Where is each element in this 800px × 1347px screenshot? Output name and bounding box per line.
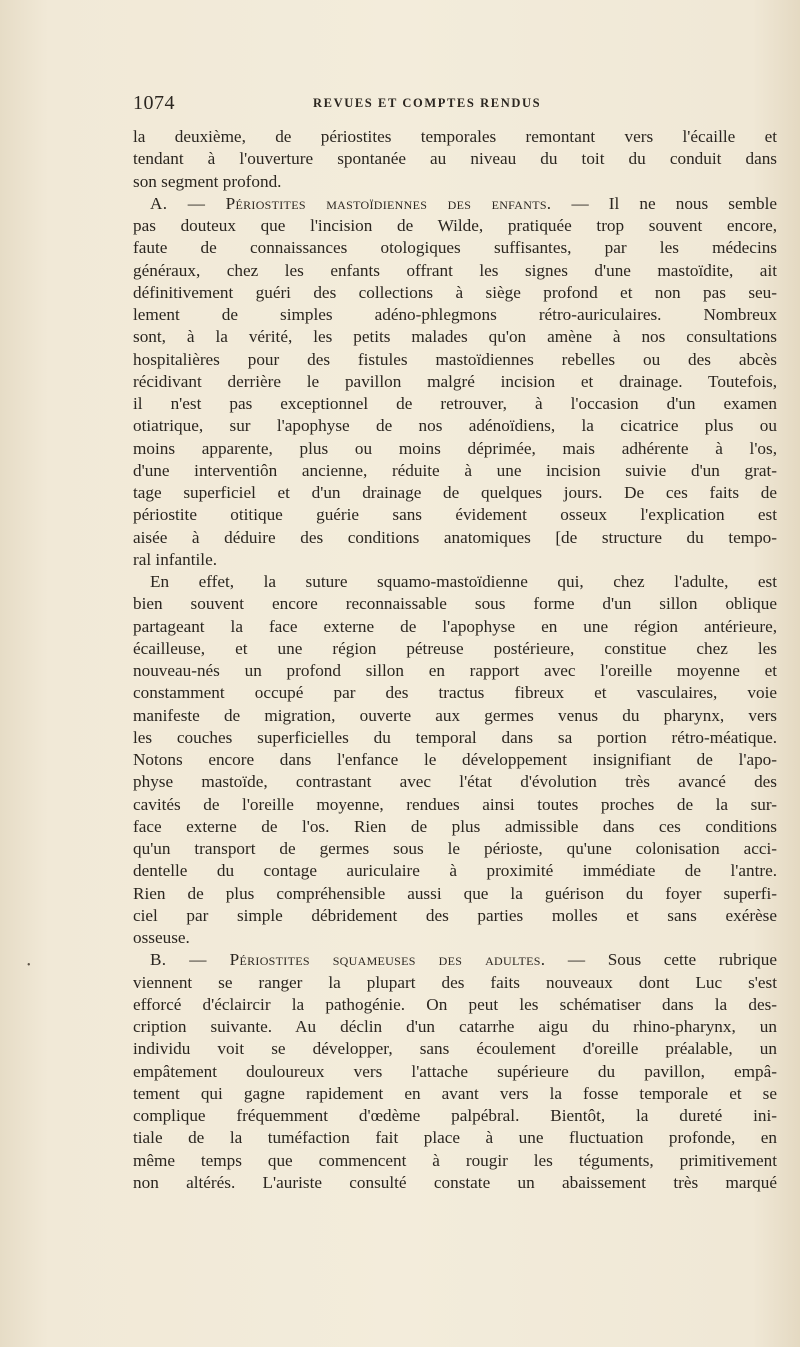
text-line (133, 282, 777, 304)
text-line (133, 994, 777, 1016)
text-line (133, 927, 777, 949)
text-line (133, 771, 777, 793)
text-line (133, 860, 777, 882)
text-line (133, 660, 777, 682)
line-text: ral infantile. (133, 549, 217, 569)
line-text: généraux, chez les enfants offrant les signes d'une mastoïdite, ait (133, 260, 777, 280)
text-line (133, 371, 777, 393)
line-text: physe mastoïde, contrastant avec l'état d'évolution très avancé des (133, 772, 777, 792)
line-text: faute de connaissances otologiques suffisantes, par les médecins (133, 238, 777, 258)
page-header (133, 92, 777, 116)
line-text: aisée à déduire des conditions anatomiques [de structure du tempo- (133, 527, 777, 547)
line-text: empâtement douloureux vers l'attache supérieure du pavillon, empâ- (133, 1061, 777, 1081)
line-text: tendant à l'ouverture spontanée au niveau du toit du conduit dans (133, 149, 777, 169)
text-line (133, 1016, 777, 1038)
line-text: individu voit se développer, sans écoulement d'oreille préalable, un (133, 1039, 777, 1059)
line-text: hospitalières pour des fistules mastoïdiennes rebelles ou des abcès (133, 349, 777, 369)
text-line (133, 349, 777, 371)
line-text: otiatrique, sur l'apophyse de nos adénoïdiens, la cicatrice plus ou (133, 416, 777, 436)
line-text: périostite otitique guérie sans évidement osseux l'explication est (133, 505, 777, 525)
text-line (133, 438, 777, 460)
line-text: bien souvent encore reconnaissable sous forme d'un sillon oblique (133, 594, 777, 614)
line-text: tage superficiel et d'un drainage de quelques jours. De ces faits de (133, 483, 777, 502)
text-line (133, 126, 777, 148)
text-line (133, 148, 777, 170)
line-text: osseuse. (133, 928, 190, 947)
text-line (133, 816, 777, 838)
text-line (133, 838, 777, 860)
line-text: Notons encore dans l'enfance le développement insignifiant de l'apo- (133, 750, 777, 769)
line-text: partageant la face externe de l'apophyse en une région antérieure, (133, 616, 777, 636)
line-text: la deuxième, de périostites temporales remontant vers l'écaille et (133, 127, 777, 146)
section-heading: A. — Périostites mastoïdiennes des enfants. (150, 193, 552, 213)
text-line (133, 1105, 777, 1127)
line-text: — Sous cette rubrique (545, 950, 777, 970)
line-text: — Il ne nous semble (551, 193, 777, 213)
section-heading: B. — Périostites squameuses des adultes. (150, 950, 546, 970)
line-text: En effet, la suture squamo-mastoïdienne qui, chez l'adulte, est (150, 572, 777, 591)
text-line (133, 1172, 777, 1194)
text-line (133, 193, 777, 215)
line-text: récidivant derrière le pavillon malgré incision et drainage. Toutefois, (133, 371, 777, 391)
text-line (133, 682, 777, 704)
text-line (133, 571, 777, 593)
text-line (133, 749, 777, 771)
page-number: 1074 (133, 92, 175, 114)
line-text: les couches superficielles du temporal dans sa portion rétro-méatique. (133, 727, 777, 747)
body-text (133, 126, 777, 1194)
text-line (133, 215, 777, 237)
line-text: constamment occupé par des tractus fibreux et vasculaires, voie (133, 683, 777, 703)
line-text: complique fréquemment d'œdème palpébral. Bientôt, la dureté ini- (133, 1106, 777, 1125)
text-line (133, 237, 777, 259)
line-text: efforcé d'éclaircir la pathogénie. On peut les schématiser dans la des- (133, 994, 777, 1014)
text-line (133, 393, 777, 415)
text-line (133, 304, 777, 326)
text-line (133, 794, 777, 816)
text-line (133, 972, 777, 994)
text-line (133, 527, 777, 549)
line-text: manifeste de migration, ouverte aux germes venus du pharynx, vers (133, 705, 777, 725)
text-line (133, 1127, 777, 1149)
line-text: ciel par simple débridement des parties molles et sans exérèse (133, 905, 777, 925)
text-line (133, 1038, 777, 1060)
text-line (133, 326, 777, 348)
line-text: moins apparente, plus ou moins déprimée, mais adhérente à l'os, (133, 438, 777, 458)
text-line (133, 638, 777, 660)
text-line (133, 260, 777, 282)
text-line (133, 727, 777, 749)
line-text: il n'est pas exceptionnel de retrouver, à l'occasion d'un examen (133, 394, 777, 413)
line-text: écailleuse, et une région pétreuse postérieure, constitue chez les (133, 638, 777, 658)
text-line (133, 705, 777, 727)
line-text: tement qui gagne rapidement en avant vers la fosse temporale et se (133, 1083, 777, 1103)
text-line (133, 415, 777, 437)
text-line (133, 949, 777, 971)
line-text: nouveau-nés un profond sillon en rapport avec l'oreille moyenne et (133, 661, 777, 680)
line-text: qu'un transport de germes sous le périoste, qu'une colonisation acci- (133, 839, 777, 858)
line-text: face externe de l'os. Rien de plus admissible dans ces conditions (133, 816, 777, 836)
line-text: dentelle du contage auriculaire à proximité immédiate de l'antre. (133, 861, 777, 881)
text-line (133, 460, 777, 482)
running-title: REVUES ET COMPTES RENDUS (313, 96, 542, 110)
line-text: cavités de l'oreille moyenne, rendues ainsi toutes proches de la sur- (133, 794, 777, 814)
line-text: lement de simples adéno-phlegmons rétro-auriculaires. Nombreux (133, 305, 777, 324)
text-line (133, 549, 777, 571)
line-text: son segment profond. (133, 171, 282, 191)
line-text: viennent se ranger la plupart des faits nouveaux dont Luc s'est (133, 972, 777, 992)
line-text: non altérés. L'auriste consulté constate un abaissement très marqué (133, 1172, 777, 1192)
line-text: d'une interventiôn ancienne, réduite à une incision suivie d'un grat- (133, 460, 777, 480)
text-line (133, 504, 777, 526)
text-line (133, 1083, 777, 1105)
line-text: tiale de la tuméfaction fait place à une fluctuation profonde, en (133, 1128, 777, 1148)
text-line (133, 883, 777, 905)
line-text: cription suivante. Au déclin d'un catarrhe aigu du rhino-pharynx, un (133, 1017, 777, 1036)
text-line (133, 1150, 777, 1172)
margin-mark: • (27, 960, 31, 971)
text-line (133, 905, 777, 927)
text-line (133, 482, 777, 504)
line-text: définitivement guéri des collections à siège profond et non pas seu- (133, 282, 777, 302)
text-line (133, 616, 777, 638)
text-line (133, 1061, 777, 1083)
text-line (133, 171, 777, 193)
line-text: Rien de plus compréhensible aussi que la guérison du foyer superfi- (133, 883, 777, 903)
line-text: même temps que commencent à rougir les téguments, primitivement (133, 1150, 777, 1170)
line-text: pas douteux que l'incision de Wilde, pratiquée trop souvent encore, (133, 216, 777, 235)
text-line (133, 593, 777, 615)
line-text: sont, à la vérité, les petits malades qu'on amène à nos consultations (133, 327, 777, 347)
